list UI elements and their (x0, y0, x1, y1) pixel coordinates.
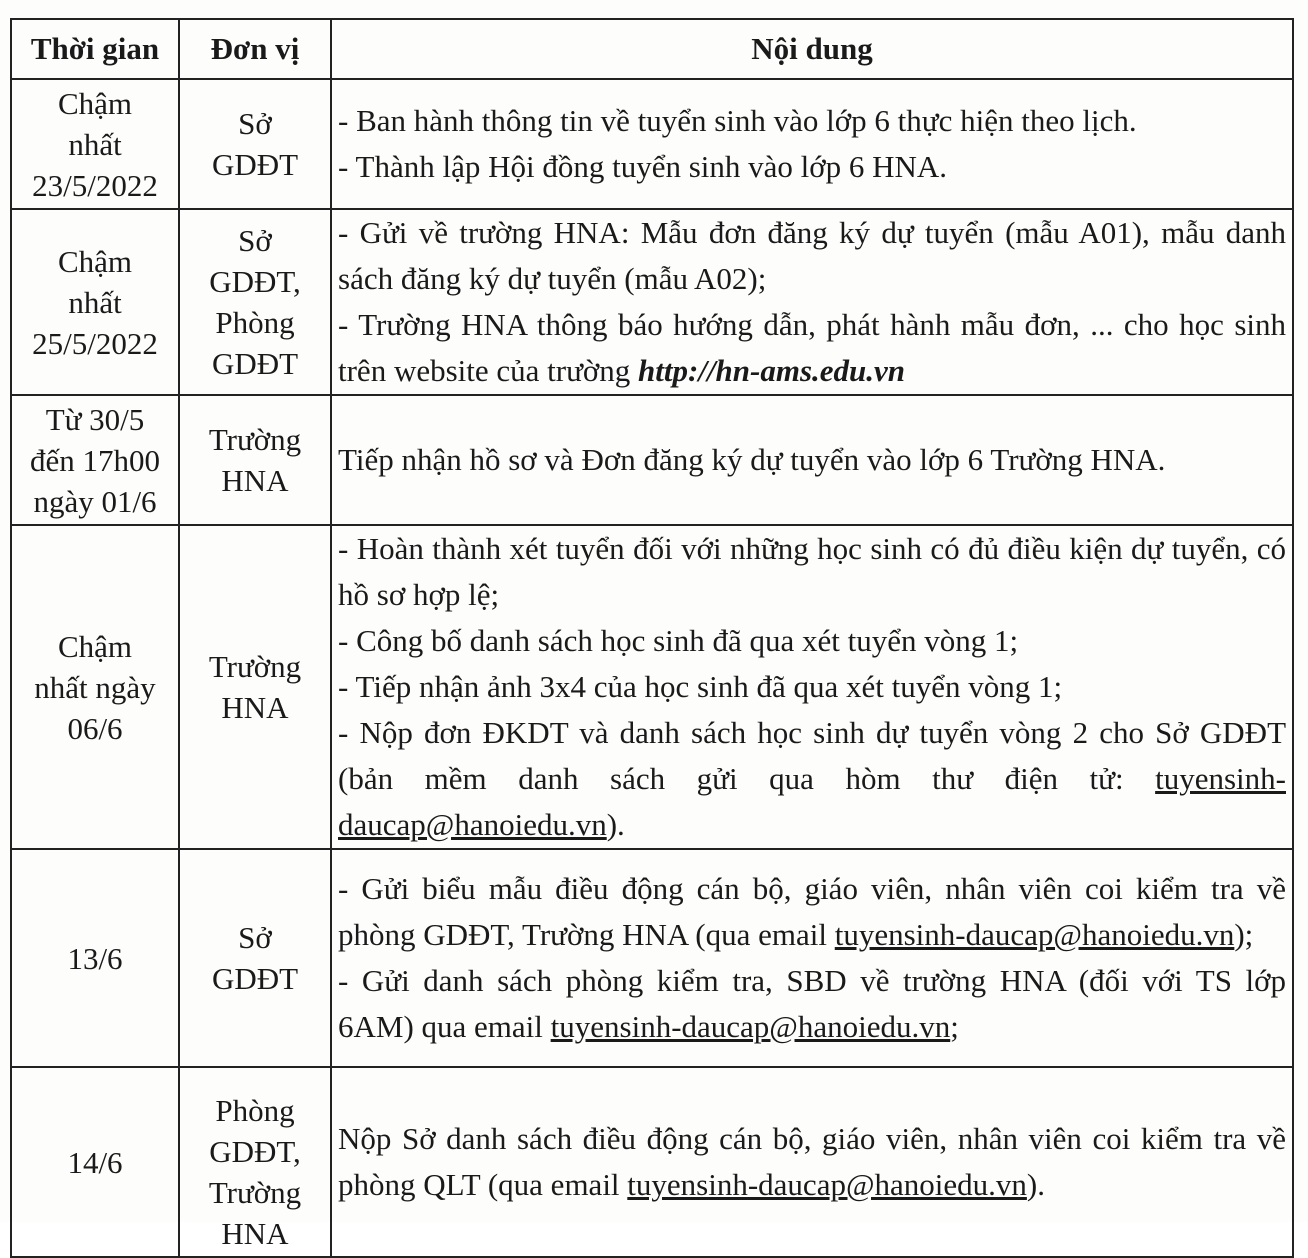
content-line: Tiếp nhận hồ sơ và Đơn đăng ký dự tuyển vào lớp 6 Trường HNA. (338, 442, 1166, 477)
unit-line: Trường (208, 422, 302, 457)
unit-line: Sở (238, 920, 272, 955)
header-unit: Đơn vị (179, 19, 331, 79)
unit-cell (179, 525, 331, 849)
table-row (11, 849, 1293, 1067)
unit-line: Sở (238, 106, 272, 141)
content-text: - Gửi danh sách phòng kiểm tra, SBD về trường HNA (đối với TS lớp 6AM) qua email (338, 963, 1286, 1044)
unit-line: GDĐT, (209, 264, 301, 299)
content-line: - Tiếp nhận ảnh 3x4 của học sinh đã qua xét tuyển vòng 1; (338, 669, 1063, 704)
email-link[interactable]: tuyensinh-daucap@hanoiedu.vn (627, 1167, 1027, 1202)
table-row (11, 79, 1293, 209)
unit-line: HNA (221, 463, 289, 498)
content-line: - Thành lập Hội đồng tuyển sinh vào lớp 6 HNA. (338, 149, 948, 184)
schedule-table (10, 18, 1294, 1258)
time-cell (11, 1067, 179, 1257)
unit-cell (179, 1067, 331, 1257)
time-line: đến 17h00 (29, 442, 160, 478)
time-cell (11, 525, 179, 849)
time-line: nhất (68, 284, 122, 320)
content-line (338, 958, 1286, 1050)
table-row (11, 525, 1293, 849)
time-cell (11, 395, 179, 525)
email-link[interactable]: tuyensinh-daucap@hanoiedu.vn (834, 917, 1235, 952)
unit-cell (179, 79, 331, 209)
header-content: Nội dung (331, 19, 1293, 79)
time-line: Từ 30/5 (45, 401, 145, 437)
content-line (338, 866, 1286, 958)
time-line: Chậm (57, 85, 133, 121)
table-row (11, 1067, 1293, 1257)
time-line: 13/6 (67, 940, 123, 976)
unit-line: Trường (208, 1175, 302, 1210)
time-line: nhất (68, 126, 122, 162)
unit-line: GDĐT (211, 147, 299, 182)
unit-line: HNA (221, 690, 289, 725)
time-cell (11, 79, 179, 209)
table-header-row (11, 19, 1293, 79)
unit-line: GDĐT (211, 346, 299, 381)
time-line: 06/6 (67, 710, 123, 746)
content-line: - Hoàn thành xét tuyển đối với những học sinh có đủ điều kiện dự tuyển, có hồ sơ hợp lệ; (338, 531, 1286, 612)
content-text: ; (950, 1009, 959, 1044)
unit-line: HNA (221, 1216, 289, 1251)
unit-line: GDĐT, (209, 1134, 301, 1169)
content-line (338, 710, 1286, 848)
content-text: ). (606, 807, 625, 842)
content-cell (331, 849, 1293, 1067)
content-line (338, 302, 1286, 394)
email-link[interactable]: tuyensinh-daucap@hanoiedu.vn (338, 761, 1286, 842)
content-cell (331, 525, 1293, 849)
unit-line: Phòng (215, 1093, 295, 1128)
unit-line: Phòng (215, 305, 295, 340)
time-line: Chậm (57, 243, 133, 279)
time-cell (11, 849, 179, 1067)
content-text: ). (1026, 1167, 1045, 1202)
content-cell (331, 209, 1293, 395)
content-line: - Ban hành thông tin về tuyển sinh vào lớp 6 thực hiện theo lịch. (338, 103, 1137, 138)
unit-cell (179, 395, 331, 525)
table-row (11, 209, 1293, 395)
unit-line: Sở (238, 223, 272, 258)
content-text: ); (1234, 917, 1254, 952)
content-text: - Nộp đơn ĐKDT và danh sách học sinh dự tuyển vòng 2 cho Sở GDĐT (bản mềm danh sách gửi qua hòm thư điện tử: (338, 715, 1286, 796)
content-text: - Gửi biểu mẫu điều động cán bộ, giáo viên, nhân viên coi kiểm tra về phòng GDĐT, Trường HNA (qua email (338, 871, 1286, 952)
time-line: 25/5/2022 (32, 325, 158, 361)
content-cell (331, 79, 1293, 209)
unit-cell (179, 849, 331, 1067)
time-cell (11, 209, 179, 395)
unit-line: Trường (208, 649, 302, 684)
content-text: Nộp Sở danh sách điều động cán bộ, giáo viên, nhân viên coi kiểm tra về phòng QLT (qua email (338, 1121, 1286, 1202)
time-line: 14/6 (67, 1144, 123, 1180)
unit-cell (179, 209, 331, 395)
time-line: ngày 01/6 (33, 483, 157, 519)
time-line: Chậm (57, 628, 133, 664)
unit-line: GDĐT (211, 961, 299, 996)
table-row (11, 395, 1293, 525)
content-line (338, 1116, 1286, 1208)
time-line: nhất ngày (34, 669, 156, 705)
content-line: - Công bố danh sách học sinh đã qua xét tuyển vòng 1; (338, 623, 1019, 658)
time-line: 23/5/2022 (32, 167, 158, 203)
content-cell (331, 1067, 1293, 1257)
header-time: Thời gian (11, 19, 179, 79)
content-cell (331, 395, 1293, 525)
content-text: - Trường HNA thông báo hướng dẫn, phát hành mẫu đơn, ... cho học sinh trên website của trường (338, 307, 1286, 388)
website-link[interactable]: http://hn-ams.edu.vn (638, 353, 906, 388)
content-line: - Gửi về trường HNA: Mẫu đơn đăng ký dự tuyển (mẫu A01), mẫu danh sách đăng ký dự tuyển (mẫu A02); (338, 215, 1286, 296)
email-link[interactable]: tuyensinh-daucap@hanoiedu.vn (550, 1009, 951, 1044)
